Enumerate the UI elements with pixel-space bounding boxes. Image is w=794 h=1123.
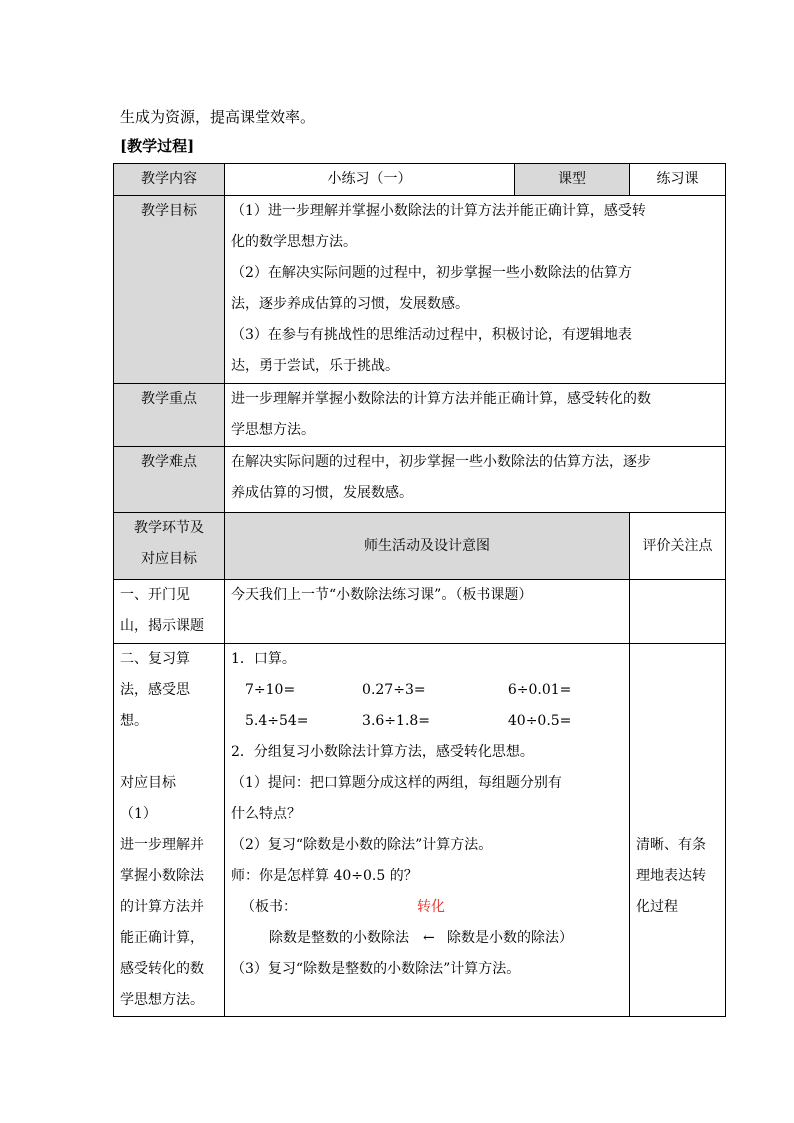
equation: 0.27÷3=: [362, 682, 426, 698]
equation: 3.6÷1.8=: [362, 713, 431, 729]
goals-line: （1）进一步理解并掌握小数除法的计算方法并能正确计算，感受转: [231, 203, 646, 219]
stage2-label-line: 二、复习算: [120, 651, 190, 667]
equation: 40÷0.5=: [507, 713, 572, 729]
stage2-label-line: [120, 737, 224, 768]
stage2-label-line: 能正确计算，: [120, 930, 204, 946]
board-left: 除数是整数的小数除法: [269, 930, 409, 946]
key-points-line: 学思想方法。: [231, 422, 315, 438]
equation-row: [231, 675, 623, 706]
teacher-question: 师：你是怎样算 40÷0.5 的？: [231, 868, 418, 884]
stage2-label-line: 法，感受思: [120, 682, 190, 698]
board-right: 除数是小数的除法）: [447, 930, 573, 946]
review-question-line: （1）提问：把口算题分成这样的两组，每组题分别有: [231, 775, 562, 791]
board-convert: 转化: [417, 899, 445, 915]
key-points-label: 教学重点: [114, 384, 225, 447]
review-item: （2）复习“除数是小数的除法”计算方法。: [231, 837, 493, 853]
goals-line: 法，逐步养成估算的习惯，发展数感。: [231, 296, 469, 312]
stage2-eval-line: 清晰、有条: [636, 837, 706, 853]
stage2-label-line: 学思想方法。: [120, 992, 204, 1008]
equation: 5.4÷54=: [245, 713, 309, 729]
stage2-label-line: 的计算方法并: [120, 899, 204, 915]
difficulties-line: 在解决实际问题的过程中，初步掌握一些小数除法的估算方法，逐步: [231, 454, 651, 470]
type-label: 课型: [515, 164, 630, 196]
section-heading: [教学过程]: [120, 137, 195, 155]
stage2-label-line: 进一步理解并: [120, 837, 204, 853]
equation-row: [231, 706, 623, 737]
goals-label: 教学目标: [114, 196, 225, 384]
key-points-text: [225, 384, 726, 447]
stage1-label-line: 山，揭示课题: [120, 618, 204, 634]
difficulties-line: 养成估算的习惯，发展数感。: [231, 485, 413, 501]
stage1-label-line: 一、开门见: [120, 587, 190, 603]
stage2-eval: [630, 644, 726, 1017]
stage2-content: [225, 644, 630, 1017]
equation: 6÷0.01=: [507, 682, 572, 698]
activity-header: 师生活动及设计意图: [225, 513, 630, 580]
review-question-line: 什么特点？: [231, 806, 301, 822]
stage1-content: 今天我们上一节“小数除法练习课”。（板书课题）: [225, 580, 630, 644]
goals-line: 达，勇于尝试，乐于挑战。: [231, 358, 399, 374]
board-note: [231, 892, 623, 954]
content-label: 教学内容: [114, 164, 225, 196]
stage-header-line: 教学环节及: [134, 520, 204, 536]
stage2-eval-line: 理地表达转: [636, 868, 706, 884]
stage1-label: [114, 580, 225, 644]
stage-header: [114, 513, 225, 580]
stage2-label-line: （1）: [120, 806, 157, 822]
key-points-line: 进一步理解并掌握小数除法的计算方法并能正确计算，感受转化的数: [231, 391, 651, 407]
board-open: （板书：: [241, 899, 297, 915]
goals-text: [225, 196, 726, 384]
review-item: 2．分组复习小数除法计算方法，感受转化思想。: [231, 744, 534, 760]
stage2-label-line: 想。: [120, 713, 148, 729]
difficulties-text: [225, 447, 726, 513]
intro-line: 生成为资源，提高课堂效率。: [120, 108, 316, 126]
stage1-eval: [630, 580, 726, 644]
lesson-table: [113, 163, 726, 1017]
goals-line: （2）在解决实际问题的过程中，初步掌握一些小数除法的估算方: [231, 265, 632, 281]
goals-line: （3）在参与有挑战性的思维活动过程中，积极讨论，有逻辑地表: [231, 327, 632, 343]
equation: 7÷10=: [245, 682, 296, 698]
stage2-label-line: 对应目标: [120, 775, 176, 791]
review-item: （3）复习“除数是整数的小数除法”计算方法。: [231, 961, 521, 977]
stage2-label: [114, 644, 225, 1017]
difficulties-label: 教学难点: [114, 447, 225, 513]
oral-calc-title: 1．口算。: [231, 651, 296, 667]
eval-spacer: [636, 644, 725, 830]
type-value: 练习课: [630, 164, 726, 196]
arrow-left-icon: ←: [423, 930, 435, 946]
goals-line: 化的数学思想方法。: [231, 234, 357, 250]
stage-header-line: 对应目标: [141, 551, 197, 567]
stage2-label-line: 感受转化的数: [120, 961, 204, 977]
stage2-eval-line: 化过程: [636, 899, 678, 915]
evaluation-header: 评价关注点: [630, 513, 726, 580]
content-value: 小练习（一）: [225, 164, 515, 196]
stage2-label-line: 掌握小数除法: [120, 868, 204, 884]
